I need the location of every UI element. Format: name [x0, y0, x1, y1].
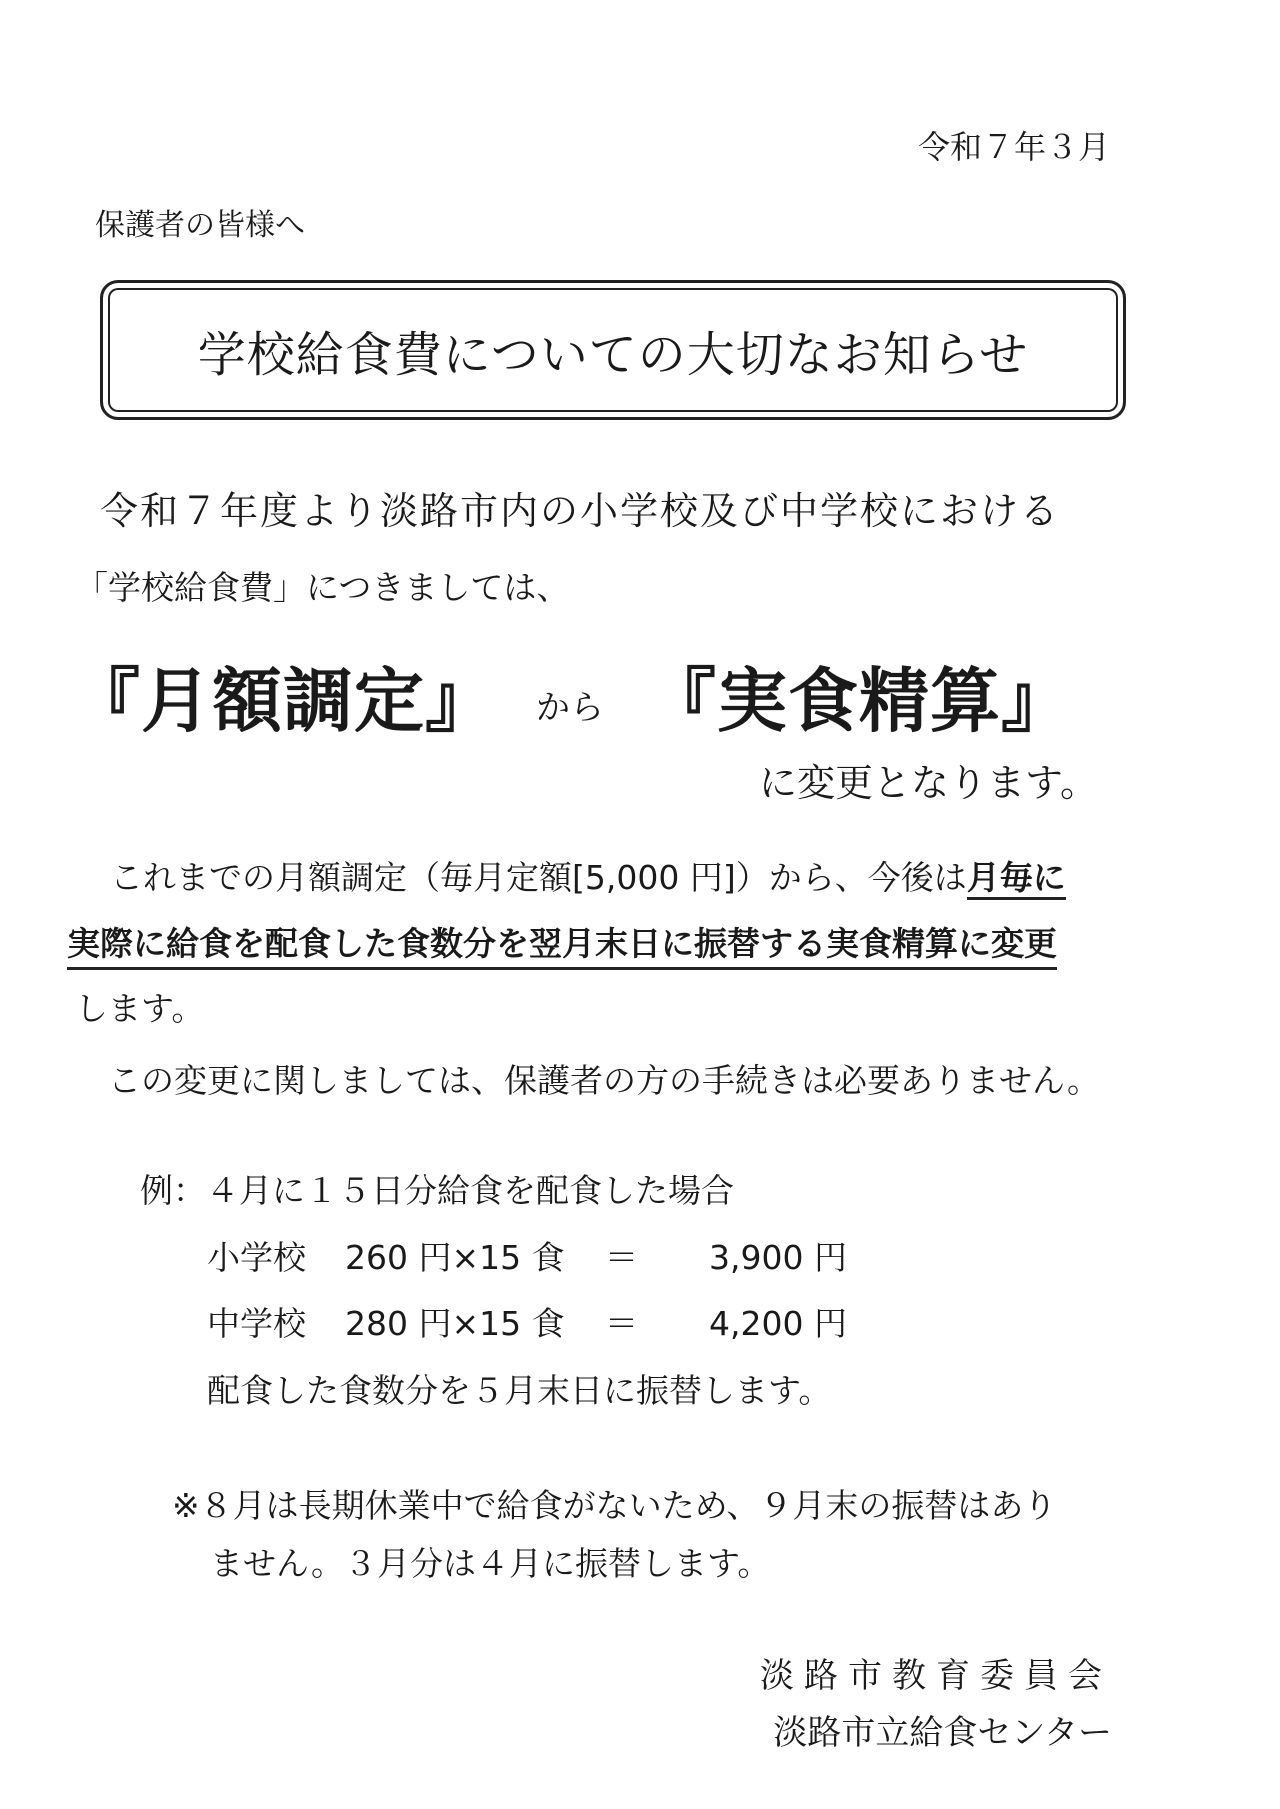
title-box: [100, 280, 1126, 420]
example-row: [207, 1232, 847, 1279]
issue-date: 令和７年３月: [917, 128, 1110, 166]
signature-org-2: 淡路市立給食センター: [773, 1713, 1112, 1753]
intro-line-1: 令和７年度より淡路市内の小学校及び中学校における: [100, 489, 1061, 533]
paragraph-line-3: します。: [75, 989, 205, 1028]
paragraph-line-4: この変更に関しましては、保護者の方の手続きは必要ありません。: [108, 1061, 1100, 1100]
greeting: 保護者の皆様へ: [95, 208, 305, 243]
example-school: 小学校: [207, 1238, 306, 1277]
change-headline: [70, 640, 1072, 750]
from-to-connector: から: [536, 687, 604, 728]
intro-line-2: 「学校給食費」につきましては、: [75, 568, 570, 607]
paragraph-line-1: [110, 852, 1066, 899]
example-school: 中学校: [207, 1304, 306, 1343]
to-term: 『実食精算』: [646, 659, 1072, 742]
example-calc: 280 円×15 食: [345, 1304, 565, 1343]
footnote-line-1: ※８月は長期休業中で給食がないため、９月末の振替はあり: [172, 1486, 1057, 1525]
from-term: 『月額調定』: [70, 659, 496, 742]
example-title: 例：４月に１５日分給食を配食した場合: [140, 1171, 734, 1210]
page-title: 学校給食費についての大切なお知らせ: [197, 326, 1029, 383]
example-calc: 260 円×15 食: [345, 1238, 565, 1277]
signature-org-1: 淡路市教育委員会: [760, 1656, 1112, 1696]
example-note: 配食した食数分を５月末日に振替します。: [207, 1371, 832, 1410]
change-ending: に変更となります。: [759, 761, 1098, 805]
paragraph-line-2-emphasis: 実際に給食を配食した食数分を翌月末日に振替する実食精算に変更: [67, 918, 1057, 970]
example-equals: ＝: [605, 1304, 638, 1343]
example-row: [207, 1298, 847, 1345]
example-total: 4,200 円: [709, 1304, 847, 1343]
example-equals: ＝: [605, 1238, 638, 1277]
example-total: 3,900 円: [709, 1238, 847, 1277]
footnote-line-2: ません。３月分は４月に振替します。: [210, 1544, 771, 1583]
paragraph-line-1-emphasis: 月毎に: [967, 858, 1066, 900]
paragraph-line-1-plain: これまでの月額調定（毎月定額[5,000 円]）から、今後は: [110, 858, 967, 897]
